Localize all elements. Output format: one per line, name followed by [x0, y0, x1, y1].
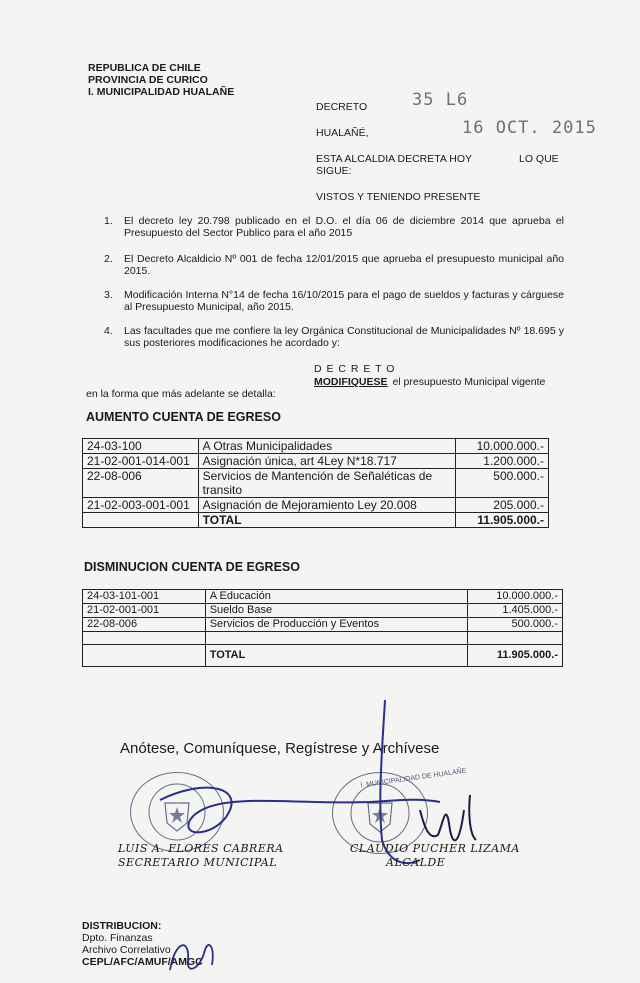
list-item-text: El Decreto Alcaldicio Nº 001 de fecha 12/01/2015 que aprueba el presupuesto municipal año 2015. [124, 253, 564, 277]
distribution-title: DISTRIBUCION: [82, 920, 162, 932]
account-amount: 500.000.- [456, 469, 549, 498]
account-description [205, 632, 467, 645]
list-item-text: Las facultades que me confiere la ley Orgánica Constitucional de Municipalidades Nº 18.695 y sus posteriores modificaciones he acordado y: [124, 325, 564, 349]
table-row [83, 590, 563, 604]
left-signatory-title: SECRETARIO MUNICIPAL [118, 856, 278, 869]
account-description: A Educación [205, 590, 467, 604]
disminucion-title: DISMINUCION CUENTA DE EGRESO [84, 560, 300, 574]
decree-label: DECRETO [316, 101, 368, 113]
distribution-line: Dpto. Finanzas [82, 932, 153, 944]
table-row [83, 439, 549, 454]
account-amount: 205.000.- [456, 498, 549, 513]
total-label: TOTAL [198, 513, 455, 528]
account-code: 21-02-003-001-001 [83, 498, 199, 513]
account-code [83, 632, 206, 645]
initials-scribble [160, 930, 230, 980]
decree-intro-end: LO QUE [519, 153, 559, 165]
account-description: A Otras Municipalidades [198, 439, 455, 454]
table-total-row [83, 645, 563, 667]
vistos-heading: VISTOS Y TENIENDO PRESENTE [316, 191, 481, 203]
account-description: Asignación de Mejoramiento Ley 20.008 [198, 498, 455, 513]
table-total-row [83, 513, 549, 528]
decree-date-stamp: 16 OCT. 2015 [462, 118, 597, 138]
table-row [83, 454, 549, 469]
decree-intro-follow: SIGUE: [316, 165, 352, 177]
account-description: Sueldo Base [205, 604, 467, 618]
table-row [83, 604, 563, 618]
decree-place: HUALAÑÉ, [316, 127, 369, 139]
disminucion-table [82, 589, 563, 667]
table-row [83, 618, 563, 632]
account-description: Asignación única, art 4Ley N*18.717 [198, 454, 455, 469]
account-description: Servicios de Producción y Eventos [205, 618, 467, 632]
total-amount: 11.905.000.- [468, 645, 563, 667]
list-item-text: El decreto ley 20.798 publicado en el D.O. el día 06 de diciembre 2014 que aprueba el Presupuesto del Sector Publico para el año 2015 [124, 215, 564, 239]
account-code: 21-02-001-001 [83, 604, 206, 618]
account-amount: 10.000.000.- [468, 590, 563, 604]
right-signatory-name: CLAUDIO PUCHER LIZAMA [350, 842, 520, 855]
letterhead-province: PROVINCIA DE CURICO [88, 74, 208, 86]
letterhead-municipality: I. MUNICIPALIDAD HUALAÑE [88, 86, 235, 98]
forma-line: en la forma que más adelante se detalla: [86, 388, 276, 400]
modifiquese-text: el presupuesto Municipal vigente [392, 376, 546, 388]
aumento-title: AUMENTO CUENTA DE EGRESO [86, 410, 281, 424]
closing-formula: Anótese, Comuníquese, Regístrese y Archívese [120, 740, 440, 757]
letterhead [88, 62, 234, 98]
account-amount: 1.200.000.- [456, 454, 549, 469]
decree-number-stamp: 35 L6 [412, 90, 469, 110]
decreto-heading: D E C R E T O [314, 363, 396, 375]
letterhead-republic: REPUBLICA DE CHILE [88, 62, 201, 74]
modifiquese-word: MODIFIQUESE [314, 376, 388, 388]
account-amount: 10.000.000.- [456, 439, 549, 454]
account-code: 24-03-100 [83, 439, 199, 454]
list-item-text: Modificación Interna N°14 de fecha 16/10/2015 para el pago de sueldos y facturas y cárguese al Presupuesto Municipal, año 2015. [124, 289, 564, 313]
account-amount: 1.405.000.- [468, 604, 563, 618]
table-row [83, 632, 563, 645]
total-amount: 11.905.000.- [456, 513, 549, 528]
total-label: TOTAL [205, 645, 467, 667]
account-amount [468, 632, 563, 645]
account-code: 24-03-101-001 [83, 590, 206, 604]
table-row [83, 469, 549, 498]
account-code: 22-08-006 [83, 469, 199, 498]
aumento-table [82, 438, 549, 528]
decree-intro: ESTA ALCALDIA DECRETA HOY [316, 153, 472, 165]
account-code: 21-02-001-014-001 [83, 454, 199, 469]
right-signatory-title: ALCALDE [386, 856, 446, 869]
account-amount: 500.000.- [468, 618, 563, 632]
distribution-line: Archivo Correlativo [82, 944, 171, 956]
account-code: 22-08-006 [83, 618, 206, 632]
table-row [83, 498, 549, 513]
seal-text: I. MUNICIPALIDAD DE HUALAÑE [360, 767, 467, 790]
distribution-initials: CEPL/AFC/AMUF/AMGC [82, 956, 203, 968]
account-description: Servicios de Mantención de Señaléticas de transito [198, 469, 455, 498]
left-signatory-name: LUIS A. FLORES CABRERA [118, 842, 284, 855]
